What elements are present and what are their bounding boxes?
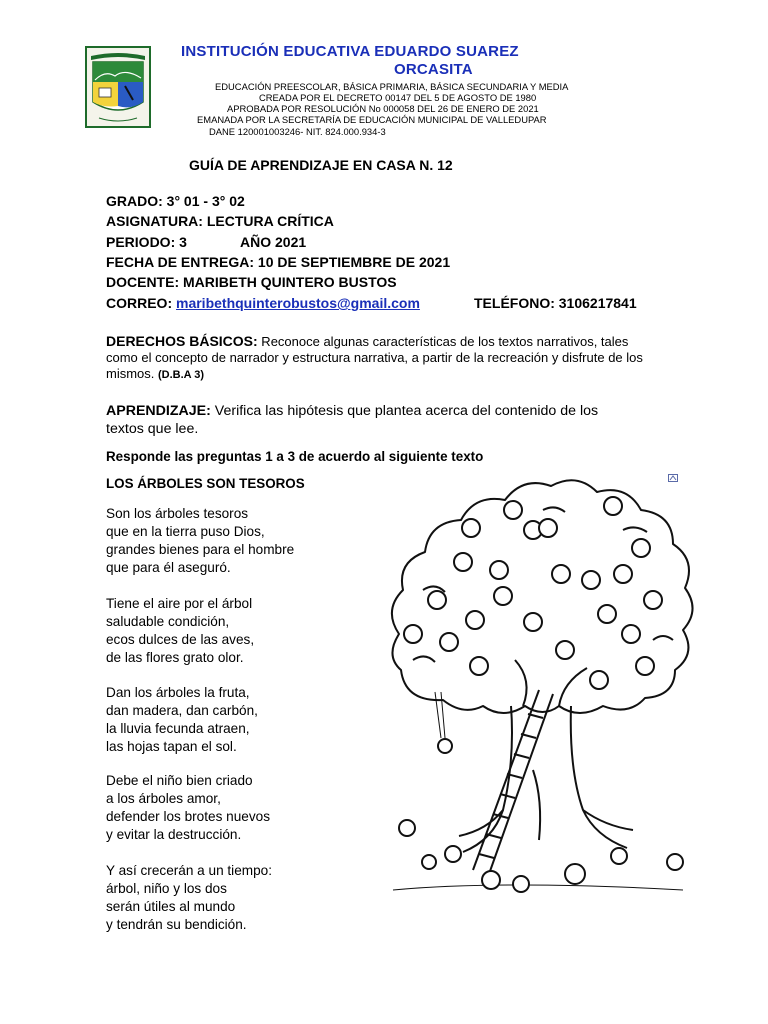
poem-line: Dan los árboles la fruta, (106, 685, 250, 700)
poem-line: y tendrán su bendición. (106, 917, 247, 932)
poem-line: saludable condición, (106, 614, 230, 629)
grado-line: GRADO: 3° 01 - 3° 02 (106, 193, 245, 209)
fecha-line: FECHA DE ENTREGA: 10 DE SEPTIEMBRE DE 2021 (106, 254, 451, 270)
aprendizaje-text: Verifica las hipótesis que plantea acerca del contenido de los textos que lee. (106, 403, 599, 437)
poem-line: ecos dulces de las aves, (106, 632, 255, 647)
guide-title: GUÍA DE APRENDIZAJE EN CASA N. 12 (189, 157, 453, 173)
stanza-3 (106, 684, 258, 756)
poem-line: y evitar la destrucción. (106, 827, 242, 842)
poem-line: Son los árboles tesoros (106, 506, 249, 521)
apple-tree-with-ladder-icon (383, 470, 703, 900)
stanza-4 (106, 772, 270, 844)
anio-line: AÑO 2021 (240, 234, 307, 250)
poem-title: LOS ÁRBOLES SON TESOROS (106, 476, 305, 491)
derechos-label: DERECHOS BÁSICOS: (106, 333, 258, 349)
stanza-1 (106, 505, 294, 577)
poem-line: Tiene el aire por el árbol (106, 596, 253, 611)
telefono-line: TELÉFONO: 3106217841 (474, 295, 637, 311)
school-shield-logo-icon (85, 46, 151, 128)
institution-name-line2: ORCASITA (394, 61, 473, 78)
poem-line: Debe el niño bien criado (106, 773, 253, 788)
dba-ref: (D.B.A 3) (158, 369, 205, 381)
poem-line: dan madera, dan carbón, (106, 703, 258, 718)
correo-label: CORREO: (106, 295, 176, 311)
poem-line: árbol, niño y los dos (106, 881, 227, 896)
aprendizaje-paragraph (106, 402, 636, 438)
poem-line: Y así crecerán a un tiempo: (106, 863, 272, 878)
poem-line: defender los brotes nuevos (106, 809, 270, 824)
header-line: CREADA POR EL DECRETO 00147 DEL 5 DE AGOSTO DE 1980 (259, 92, 537, 103)
stanza-2 (106, 595, 254, 667)
header-line: EDUCACIÓN PREESCOLAR, BÁSICA PRIMARIA, BÁSICA SECUNDARIA Y MEDIA (215, 81, 569, 92)
instruction: Responde las preguntas 1 a 3 de acuerdo al siguiente texto (106, 449, 484, 464)
header-line: EMANADA POR LA SECRETARÍA DE EDUCACIÓN MUNICIPAL DE VALLEDUPAR (197, 114, 547, 125)
header-line: DANE 120001003246- NIT. 824.000.934-3 (209, 126, 386, 137)
poem-line: serán útiles al mundo (106, 899, 236, 914)
poem-line: la lluvia fecunda atraen, (106, 721, 250, 736)
poem-line: de las flores grato olor. (106, 650, 244, 665)
periodo-line: PERIODO: 3 (106, 234, 187, 250)
aprendizaje-label: APRENDIZAJE: (106, 403, 211, 419)
poem-line: que en la tierra puso Dios, (106, 524, 265, 539)
email-link[interactable]: maribethquinterobustos@gmail.com (176, 295, 420, 311)
poem-line: que para él aseguró. (106, 560, 231, 575)
header-line: APROBADA POR RESOLUCIÓN No 000058 DEL 26 DE ENERO DE 2021 (227, 103, 539, 114)
poem-line: grandes bienes para el hombre (106, 542, 295, 557)
poem-line: a los árboles amor, (106, 791, 221, 806)
asignatura-line: ASIGNATURA: LECTURA CRÍTICA (106, 213, 334, 229)
derechos-text: Reconoce algunas características de los textos narrativos, tales como el concepto de narrador y estructura narrativa, a partir de la recreación y disfrute de los mismos. (106, 334, 643, 381)
poem-line: las hojas tapan el sol. (106, 739, 237, 754)
stanza-5 (106, 862, 272, 934)
correo-line (106, 295, 420, 311)
institution-name: INSTITUCIÓN EDUCATIVA EDUARDO SUAREZ (181, 43, 519, 60)
docente-line: DOCENTE: MARIBETH QUINTERO BUSTOS (106, 274, 397, 290)
derechos-paragraph (106, 333, 646, 383)
